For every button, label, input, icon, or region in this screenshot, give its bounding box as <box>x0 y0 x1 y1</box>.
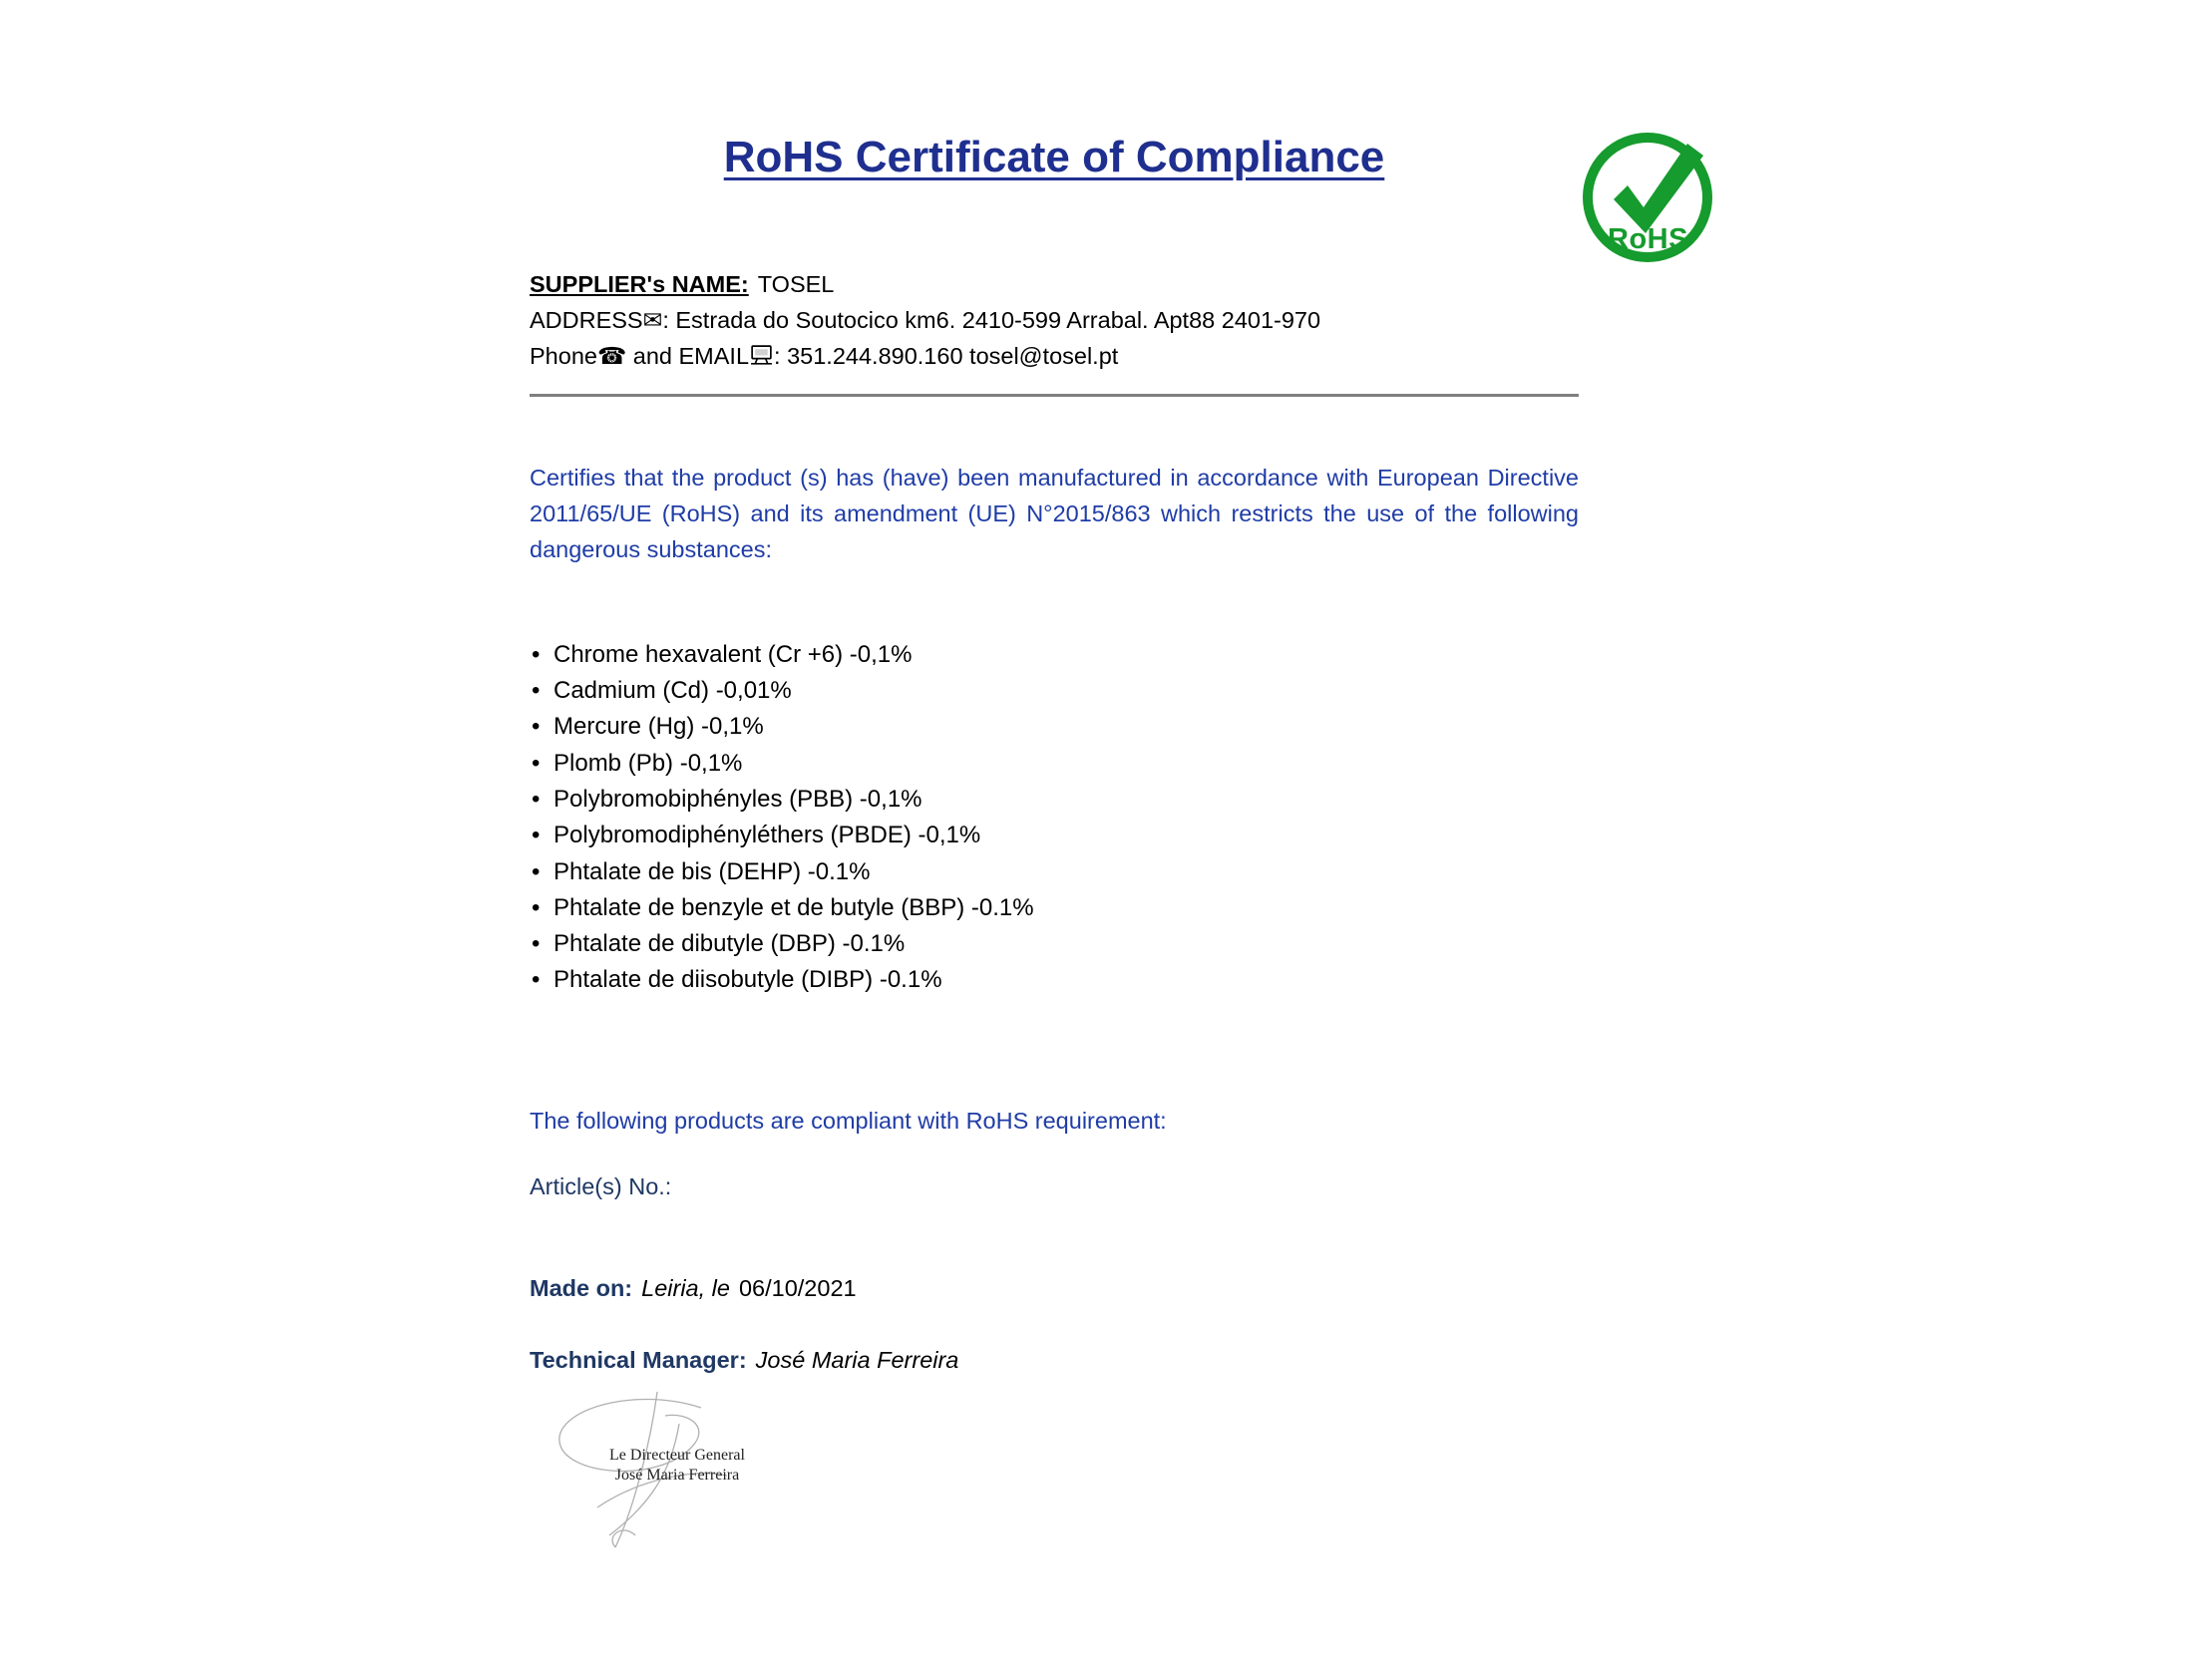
substance-item: • Mercure (Hg) -0,1% <box>530 709 1579 745</box>
signature-caption <box>587 1446 767 1486</box>
supplier-name-value: TOSEL <box>757 270 835 297</box>
signature-title: Le Directeur General <box>609 1446 745 1464</box>
substances-list <box>530 637 1579 999</box>
contact-value: : 351.244.890.160 tosel@tosel.pt <box>774 342 1119 369</box>
supplier-block <box>530 266 1579 374</box>
phone-icon: ☎ <box>596 341 627 370</box>
substance-item: • Phtalate de benzyle et de butyle (BBP) -0.1% <box>530 890 1579 926</box>
address-label: ADDRESS <box>530 306 643 333</box>
compliance-statement: The following products are compliant with RoHS requirement: <box>530 1107 1167 1134</box>
technical-manager-label: Technical Manager: <box>530 1346 747 1373</box>
substance-item: • Chrome hexavalent (Cr +6) -0,1% <box>530 637 1579 673</box>
substance-item: • Cadmium (Cd) -0,01% <box>530 673 1579 709</box>
page-title: RoHS Certificate of Compliance <box>723 133 1385 181</box>
substance-item: • Polybromodiphényléthers (PBDE) -0,1% <box>530 818 1579 853</box>
signature-block <box>540 1386 809 1555</box>
substance-item: • Plomb (Pb) -0,1% <box>530 746 1579 782</box>
supplier-name-line <box>530 266 1579 302</box>
email-conjunction: and EMAIL <box>626 342 750 369</box>
made-on-line <box>530 1270 1579 1306</box>
made-on-date: 06/10/2021 <box>738 1274 857 1301</box>
phone-label: Phone <box>530 342 597 369</box>
supplier-name-label: SUPPLIER's NAME: <box>530 270 749 297</box>
substance-item: • Phtalate de diisobutyle (DIBP) -0.1% <box>530 962 1579 998</box>
rohs-logo <box>1576 122 1720 269</box>
technical-manager-name: José Maria Ferreira <box>755 1346 959 1373</box>
computer-icon <box>749 344 774 367</box>
articles-label: Article(s) No.: <box>530 1172 672 1199</box>
technical-manager-line <box>530 1342 1579 1378</box>
substance-item: • Phtalate de dibutyle (DBP) -0.1% <box>530 926 1579 962</box>
envelope-icon: ✉ <box>642 305 663 334</box>
supplier-address-line <box>530 302 1579 338</box>
address-value: : Estrada do Soutocico km6. 2410-599 Arrabal. Apt88 2401-970 <box>662 306 1321 333</box>
signature-name: José Maria Ferreira <box>614 1466 740 1484</box>
section-divider <box>530 394 1579 397</box>
certification-paragraph: Certifies that the product (s) has (have) been manufactured in accordance with European Directive 2011/65/UE (RoHS) and its amendment (UE) N°2015/863 which restricts the use of the following dangerous substances: <box>530 464 1579 562</box>
document-content <box>530 0 1579 1555</box>
made-on-label: Made on: <box>530 1274 633 1301</box>
substance-item: • Phtalate de bis (DEHP) -0.1% <box>530 854 1579 890</box>
rohs-logo-label: RoHS <box>1608 223 1688 255</box>
made-on-place: Leiria, le <box>641 1274 730 1301</box>
substance-item: • Polybromobiphényles (PBB) -0,1% <box>530 782 1579 818</box>
supplier-contact-line <box>530 338 1579 374</box>
